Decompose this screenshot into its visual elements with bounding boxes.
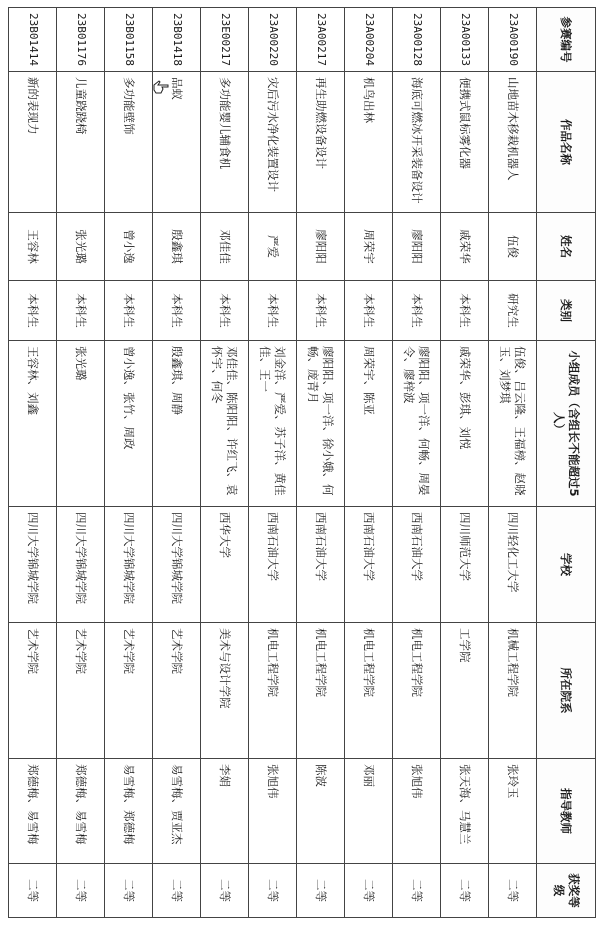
cell-id: 23A00220 [249,8,297,72]
cell-school: 四川大学锦城学院 [153,507,201,623]
table-row [249,8,297,918]
cell-advisor: 易雪梅、贾亚杰 [153,759,201,864]
cell-school: 四川轻化工大学 [489,507,537,623]
cell-members: 伍俊、吕云隆、王福榜、赵晓玉、刘梦琪 [489,341,537,507]
cell-advisor: 李娟 [201,759,249,864]
cell-award: 二等 [57,864,105,918]
cell-members: 廖阳阳、项一洋、徐小娥、何畅、庞青月 [297,341,345,507]
cell-college: 机电工程学院 [345,623,393,759]
cell-school: 四川大学锦城学院 [105,507,153,623]
table-row [57,8,105,918]
cell-id: 23B01418 [153,8,201,72]
cell-category: 本科生 [393,281,441,341]
cell-members: 王容林、刘鑫 [9,341,57,507]
cell-members: 廖阳阳、项一洋、何畅、周晏令、廖梓波 [393,341,441,507]
table-row [201,8,249,918]
table-row [105,8,153,918]
cell-work: 机鸟出林 [345,72,393,213]
cell-category: 研究生 [489,281,537,341]
cell-id: 23A00190 [489,8,537,72]
table-row [489,8,537,918]
cell-advisor: 郑德梅、易雪梅 [57,759,105,864]
header-school: 学校 [537,507,596,623]
award-table [8,7,596,918]
cell-advisor: 郑德梅、易雪梅 [9,759,57,864]
cell-college: 艺术学院 [105,623,153,759]
cell-name: 伍俊 [489,213,537,281]
cell-school: 西华大学 [201,507,249,623]
cell-category: 本科生 [153,281,201,341]
cell-school: 西南石油大学 [393,507,441,623]
cell-award: 二等 [9,864,57,918]
cell-advisor: 易雪梅、郑德梅 [105,759,153,864]
cell-category: 本科生 [297,281,345,341]
cell-work: 便携式鼠标雾化器 [441,72,489,213]
cell-name: 严爱 [249,213,297,281]
cell-award: 二等 [201,864,249,918]
cell-college: 机电工程学院 [297,623,345,759]
cell-members: 刘金洋、严爱、苏子洋、黄佳佳、王一 [249,341,297,507]
cell-name: 周荣宇 [345,213,393,281]
header-name: 姓名 [537,213,596,281]
cell-name: 张光璐 [57,213,105,281]
header-college: 所在院系 [537,623,596,759]
cell-advisor: 张天海、马慧兰 [441,759,489,864]
cell-category: 本科生 [201,281,249,341]
table-row [153,8,201,918]
cell-award: 二等 [249,864,297,918]
cell-members: 曾小逸、张竹、周政 [105,341,153,507]
cell-members: 殷鑫琪、周静 [153,341,201,507]
cell-school: 四川大学锦城学院 [57,507,105,623]
header-members: 小组成员（含组长不能超过5人） [537,341,596,507]
header-work: 作品名称 [537,72,596,213]
hand-pointer-icon [153,80,169,94]
cell-award: 二等 [441,864,489,918]
cell-college: 机械工程学院 [489,623,537,759]
cell-id: 23A00217 [297,8,345,72]
cell-college: 艺术学院 [57,623,105,759]
header-row [537,8,596,918]
cell-school: 西南石油大学 [297,507,345,623]
cell-work: 海底可燃冰开采装备设计 [393,72,441,213]
cell-college: 工学院 [441,623,489,759]
cell-name: 曾小逸 [105,213,153,281]
cell-advisor: 张玲玉 [489,759,537,864]
cell-college: 艺术学院 [153,623,201,759]
cell-college: 机电工程学院 [249,623,297,759]
cell-advisor: 陈波 [297,759,345,864]
header-id: 参赛编号 [537,8,596,72]
cell-id: 23B01414 [9,8,57,72]
cell-school: 西南石油大学 [345,507,393,623]
cell-work: 山地苗木移栽机器人 [489,72,537,213]
cell-members: 戚荣华、彭琪、刘悦 [441,341,489,507]
cell-members: 邓佳佳、陈阳阳、许红飞、袁怀宇、何冬 [201,341,249,507]
cell-name: 邓佳佳 [201,213,249,281]
cell-work: 再生助燃设备设计 [297,72,345,213]
cell-award: 二等 [489,864,537,918]
cell-id: 23A00133 [441,8,489,72]
cell-category: 本科生 [9,281,57,341]
cell-advisor: 张旭伟 [393,759,441,864]
cell-award: 二等 [153,864,201,918]
cell-work: 儿童跷跷椅 [57,72,105,213]
cell-work: 新的表现力 [9,72,57,213]
cell-award: 二等 [105,864,153,918]
cell-college: 美术与设计学院 [201,623,249,759]
table-row [441,8,489,918]
cell-category: 本科生 [57,281,105,341]
cell-name: 王容林 [9,213,57,281]
cell-award: 二等 [345,864,393,918]
header-category: 类别 [537,281,596,341]
cell-id: 23E00217 [201,8,249,72]
cell-name: 廖阳阳 [297,213,345,281]
cell-college: 艺术学院 [9,623,57,759]
cell-id: 23A00128 [393,8,441,72]
cell-category: 本科生 [105,281,153,341]
cell-work: 多功能壁饰 [105,72,153,213]
cell-school: 四川师范大学 [441,507,489,623]
table-row [9,8,57,918]
cell-name: 戚荣华 [441,213,489,281]
header-advisor: 指导教师 [537,759,596,864]
cell-id: 23B01176 [57,8,105,72]
cell-college: 机电工程学院 [393,623,441,759]
cell-award: 二等 [393,864,441,918]
cell-id: 23A00204 [345,8,393,72]
cell-award: 二等 [297,864,345,918]
cell-advisor: 邓丽 [345,759,393,864]
cell-school: 西南石油大学 [249,507,297,623]
cell-advisor: 张旭伟 [249,759,297,864]
header-award: 获奖等级 [537,864,596,918]
table-row [297,8,345,918]
cell-work: 多功能婴儿辅食机 [201,72,249,213]
table-row [345,8,393,918]
cell-work: 品蚁 [153,72,201,213]
cell-category: 本科生 [345,281,393,341]
cell-id: 23B01158 [105,8,153,72]
cell-category: 本科生 [441,281,489,341]
cell-name: 殷鑫琪 [153,213,201,281]
cell-members: 张光璐 [57,341,105,507]
cell-name: 廖阳阳 [393,213,441,281]
cell-category: 本科生 [249,281,297,341]
cell-school: 四川大学锦城学院 [9,507,57,623]
cell-work: 灾后污水净化装置设计 [249,72,297,213]
table-row [393,8,441,918]
cell-members: 周荣宇、陈亚 [345,341,393,507]
